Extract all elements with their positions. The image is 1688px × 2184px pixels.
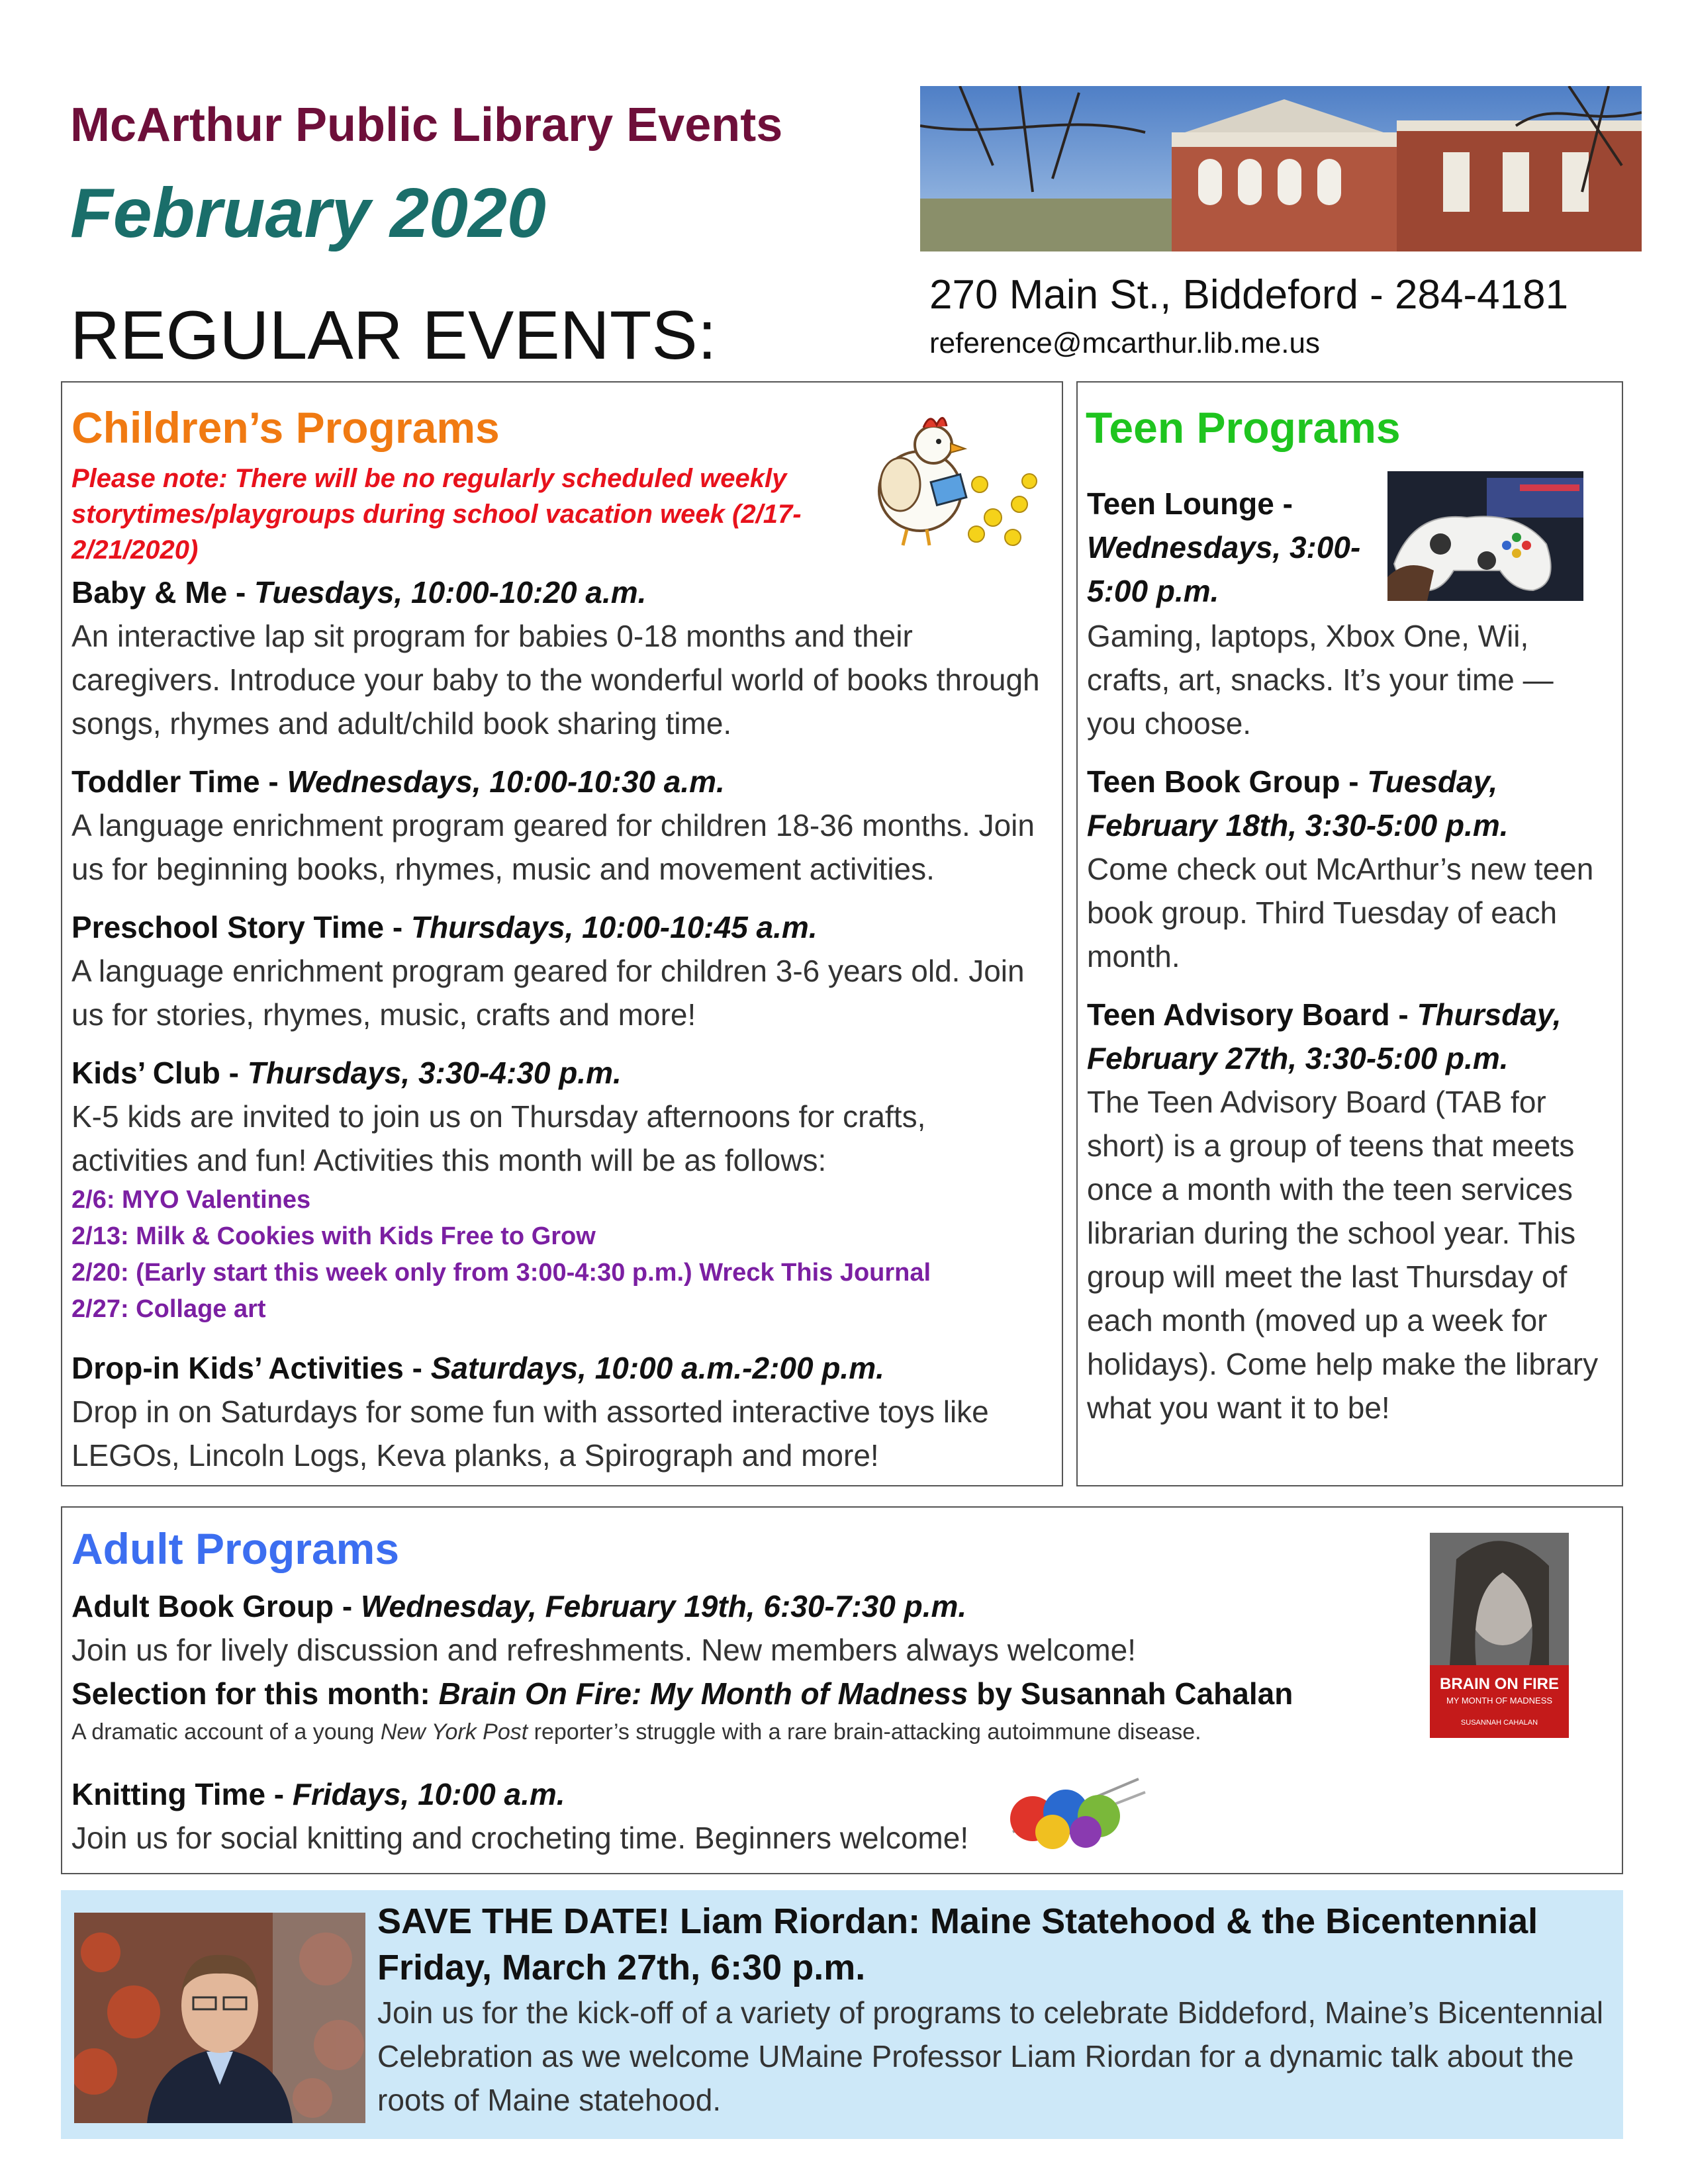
adult-programs-title: Adult Programs	[71, 1524, 400, 1573]
liam-riordan-photo	[74, 1913, 365, 2123]
teen-programs-title: Teen Programs	[1086, 403, 1401, 452]
event-heading: Teen Lounge - Wednesdays, 3:00-5:00 p.m.	[1087, 486, 1361, 608]
library-name: McArthur Public Library Events	[70, 99, 783, 152]
event-heading: Drop-in Kids’ Activities - Saturdays, 10:00 a.m.-2:00 p.m.	[71, 1351, 884, 1385]
kids-club-schedule-item: 2/13: Milk & Cookies with Kids Free to Grow	[71, 1222, 596, 1250]
hen-with-chicks-illustration	[861, 405, 1039, 552]
save-the-date-description: Join us for the kick-off of a variety of programs to celebrate Biddeford, Maine’s Bicentennial Celebration as we welcome UMaine Professor Liam Riordan for a dynamic talk about the roots of Maine statehood.	[377, 1995, 1604, 2117]
event-description: The Teen Advisory Board (TAB for short) is a group of teens that meets once a month with the teen services librarian during the school year. This group will meet the last Thursday of each month (moved up a week for holidays). Come help make the library what you want it to be!	[1087, 1085, 1599, 1425]
vacation-note: Please note: There will be no regularly scheduled weekly storytimes/playgroups during school vacation week (2/17-2/21/2020)	[71, 464, 802, 565]
teen-lounge-description: Gaming, laptops, Xbox One, Wii, crafts, art, snacks. It’s your time — you choose.	[1087, 619, 1554, 741]
kids-club-schedule-item: 2/20: (Early start this week only from 3:00-4:30 p.m.) Wreck This Journal	[71, 1259, 931, 1287]
childrens-programs-title: Children’s Programs	[71, 403, 500, 452]
event-kids-club	[71, 1051, 1045, 1328]
kids-club-schedule-item: 2/27: Collage art	[71, 1295, 266, 1323]
event-toddler-time	[71, 760, 1045, 891]
event-heading: Knitting Time - Fridays, 10:00 a.m.	[71, 1777, 565, 1811]
book-cover-title: BRAIN ON FIRE	[1440, 1675, 1559, 1693]
library-building-photo	[920, 86, 1642, 251]
event-drop-in-kids-activities	[71, 1346, 1045, 1477]
yarn-balls-illustration	[1000, 1766, 1152, 1852]
event-description: K-5 kids are invited to join us on Thursday afternoons for crafts, activities and fun! Activities this month will be as follows:	[71, 1099, 926, 1177]
event-heading: Kids’ Club - Thursdays, 3:30-4:30 p.m.	[71, 1056, 622, 1090]
event-heading: Adult Book Group - Wednesday, February 19th, 6:30-7:30 p.m.	[71, 1589, 967, 1623]
event-description: A language enrichment program geared for children 18-36 months. Join us for beginning books, rhymes, music and movement activities.	[71, 808, 1035, 886]
event-description: Come check out McArthur’s new teen book group. Third Tuesday of each month.	[1087, 852, 1594, 974]
kids-club-schedule-item: 2/6: MYO Valentines	[71, 1186, 311, 1214]
book-selection: Selection for this month: Brain On Fire: My Month of Madness by Susannah Cahalan	[71, 1676, 1293, 1711]
event-teen-book-group	[1087, 760, 1610, 978]
event-heading: Baby & Me - Tuesdays, 10:00-10:20 a.m.	[71, 575, 647, 610]
event-heading: Toddler Time - Wednesdays, 10:00-10:30 a.m.	[71, 764, 725, 799]
regular-events-heading: REGULAR EVENTS:	[70, 297, 717, 374]
book-cover-subtitle: MY MONTH OF MADNESS	[1446, 1696, 1553, 1706]
event-description: Join us for lively discussion and refreshments. New members always welcome!	[71, 1633, 1137, 1667]
event-baby-and-me	[71, 570, 1045, 745]
month-title: February 2020	[70, 174, 546, 252]
game-controller-photo	[1387, 471, 1583, 601]
brain-on-fire-book-cover	[1430, 1533, 1569, 1738]
save-the-date-title: SAVE THE DATE! Liam Riordan: Maine Statehood & the Bicentennial	[377, 1901, 1538, 1941]
event-teen-advisory-board	[1087, 993, 1610, 1430]
book-blurb: A dramatic account of a young New York Post reporter’s struggle with a rare brain-attacking autoimmune disease.	[71, 1719, 1201, 1745]
save-the-date-content	[377, 1898, 1615, 2122]
event-description: An interactive lap sit program for babies 0-18 months and their caregivers. Introduce your baby to the wonderful world of books through songs, rhymes and adult/child book sharing time.	[71, 619, 1040, 741]
event-description: A language enrichment program geared for children 3-6 years old. Join us for stories, rhymes, music, crafts and more!	[71, 954, 1025, 1032]
event-heading: Teen Book Group - Tuesday, February 18th, 3:30-5:00 p.m.	[1087, 764, 1509, 842]
event-preschool-story-time	[71, 905, 1045, 1036]
library-address: 270 Main St., Biddeford - 284-4181	[929, 272, 1569, 318]
save-the-date-when: Friday, March 27th, 6:30 p.m.	[377, 1948, 866, 1987]
teen-lounge-heading-block	[1087, 482, 1378, 613]
event-description: Drop in on Saturdays for some fun with assorted interactive toys like LEGOs, Lincoln Logs, Keva planks, a Spirograph and more!	[71, 1394, 989, 1473]
event-heading: Teen Advisory Board - Thursday, February 27th, 3:30-5:00 p.m.	[1087, 997, 1562, 1075]
event-heading: Preschool Story Time - Thursdays, 10:00-10:45 a.m.	[71, 910, 818, 944]
event-adult-book-group	[71, 1584, 1395, 1749]
book-cover-author: SUSANNAH CAHALAN	[1460, 1719, 1538, 1727]
library-email[interactable]: reference@mcarthur.lib.me.us	[929, 327, 1321, 359]
event-description: Join us for social knitting and crocheting time. Beginners welcome!	[71, 1821, 969, 1855]
event-knitting-time	[71, 1772, 1078, 1860]
